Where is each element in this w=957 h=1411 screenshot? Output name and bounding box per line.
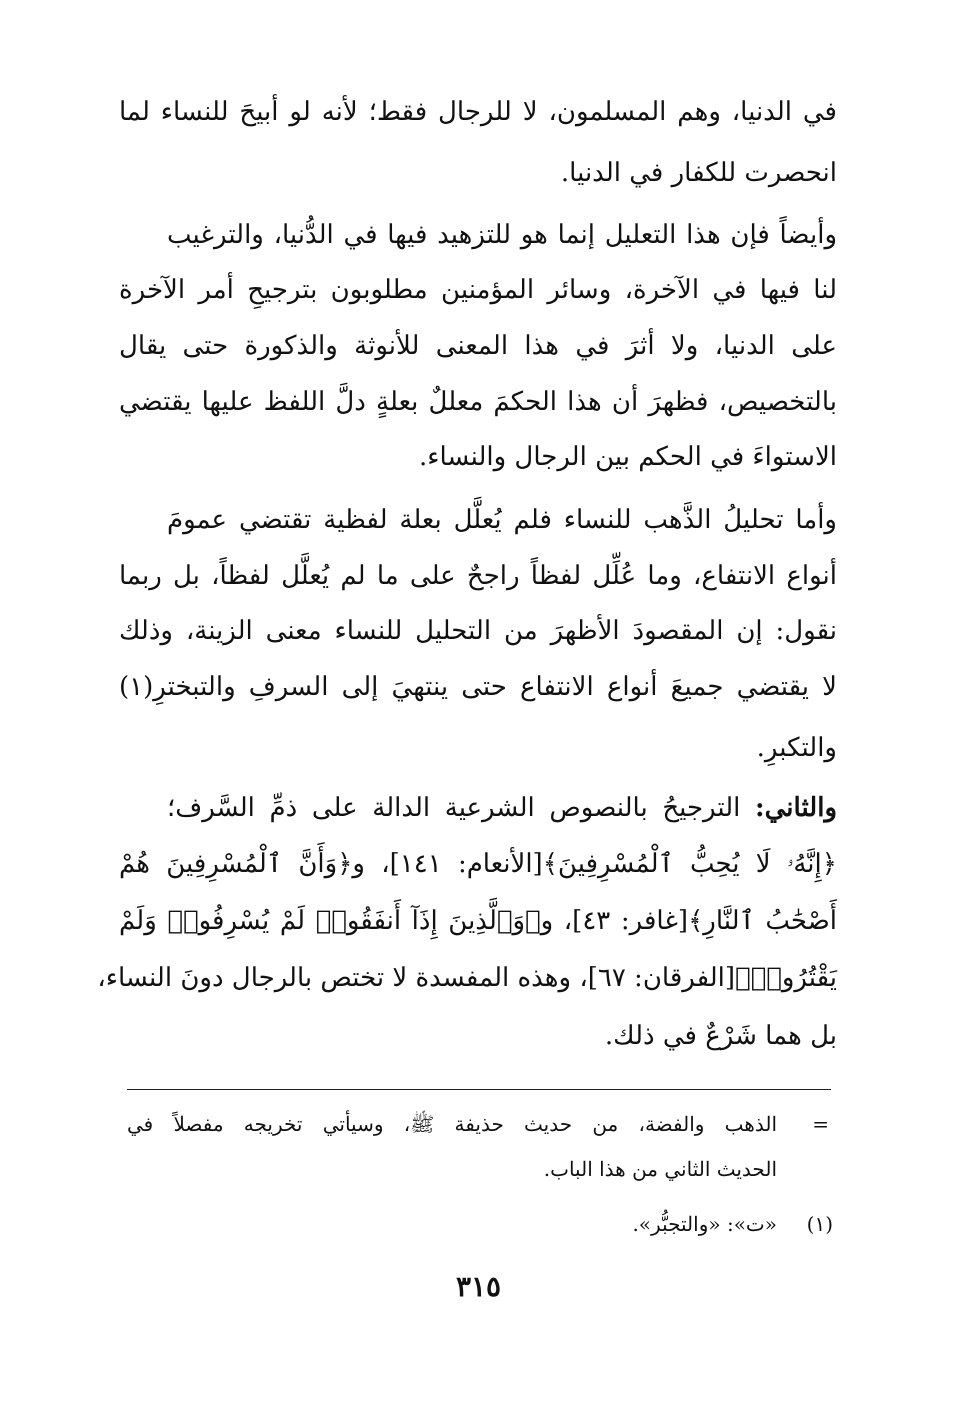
- body-line: في الدنيا، وهم المسلمون، لا للرجال فقط؛ لأنه لو أبيحَ للنساء لما: [119, 97, 837, 127]
- page-number: ٣١٥: [455, 1270, 502, 1303]
- body-line: الاستواءَ في الحكم بين الرجال والنساء.: [419, 442, 837, 472]
- section-lead: والثاني:: [755, 793, 838, 823]
- section-lead-text: الترجيحُ بالنصوص الشرعية الدالة على ذمِّ السَّرف؛: [167, 793, 741, 823]
- body-line: لنا فيها في الآخرة، وسائر المؤمنين مطلوبون بترجيحِ أمر الآخرة: [119, 275, 837, 305]
- footnote-number: (١): [806, 1212, 833, 1236]
- body-line: بالتخصيص، فظهرَ أن هذا الحكمَ معللٌ بعلةٍ دلَّ اللفظ عليها يقتضي: [119, 387, 837, 417]
- quran-verse-line: أَصْحَٰبُ ٱلنَّارِ﴾[غافر: ٤٣]، و﴿وَٱلَّذِينَ إِذَآ أَنفَقُوا۟ لَمْ يُسْرِفُوا۟ وَلَمْ: [119, 906, 837, 936]
- body-line: أنواع الانتفاع، وما عُلِّل لفظاً راجحٌ على ما لم يُعلَّل لفظاً، بل ربما: [119, 561, 837, 591]
- footnote-continuation-mark: =: [812, 1112, 829, 1136]
- quran-verse-line: ﴿إِنَّهُۥ لَا يُحِبُّ ٱلْمُسْرِفِينَ﴾[الأنعام: ١٤١]، و﴿وَأَنَّ ٱلْمُسْرِفِينَ هُمْ: [119, 849, 837, 879]
- body-line: على الدنيا، ولا أثرَ في هذا المعنى للأنوثة والذكورة حتى يقال: [119, 331, 837, 361]
- body-line: لا يقتضي جميعَ أنواع الانتفاع حتى ينتهيَ إلى السرفِ والتبخترِ(١): [119, 672, 837, 702]
- body-line: يَقْتُرُوا۟﴾[الفرقان: ٦٧]، وهذه المفسدة لا تختص بالرجال دونَ النساء،: [97, 963, 837, 993]
- paragraph-start-line: [167, 788, 837, 828]
- footnote-separator: [127, 1089, 831, 1090]
- paragraph-start-line: وأما تحليلُ الذَّهب للنساء فلم يُعلَّل بعلة لفظية تقتضي عمومَ: [167, 505, 837, 535]
- footnote-text: «ت»: «والتجبُّر».: [632, 1212, 777, 1236]
- body-line: انحصرت للكفار في الدنيا.: [560, 158, 837, 188]
- footnote-continuation-line: الذهب والفضة، من حديث حذيفة ﷺ، وسيأتي تخريجه مفصلاً في: [127, 1112, 777, 1136]
- body-line: والتكبرِ.: [756, 733, 837, 763]
- footnote-continuation-line: الحديث الثاني من هذا الباب.: [543, 1157, 777, 1181]
- body-line: بل هما شَرْعٌ في ذلك.: [604, 1021, 837, 1051]
- body-line: نقول: إن المقصودَ الأظهرَ من التحليل للنساء معنى الزينة، وذلك: [119, 616, 837, 646]
- paragraph-start-line: وأيضاً فإن هذا التعليل إنما هو للتزهيد فيها في الدُّنيا، والترغيب: [167, 220, 837, 250]
